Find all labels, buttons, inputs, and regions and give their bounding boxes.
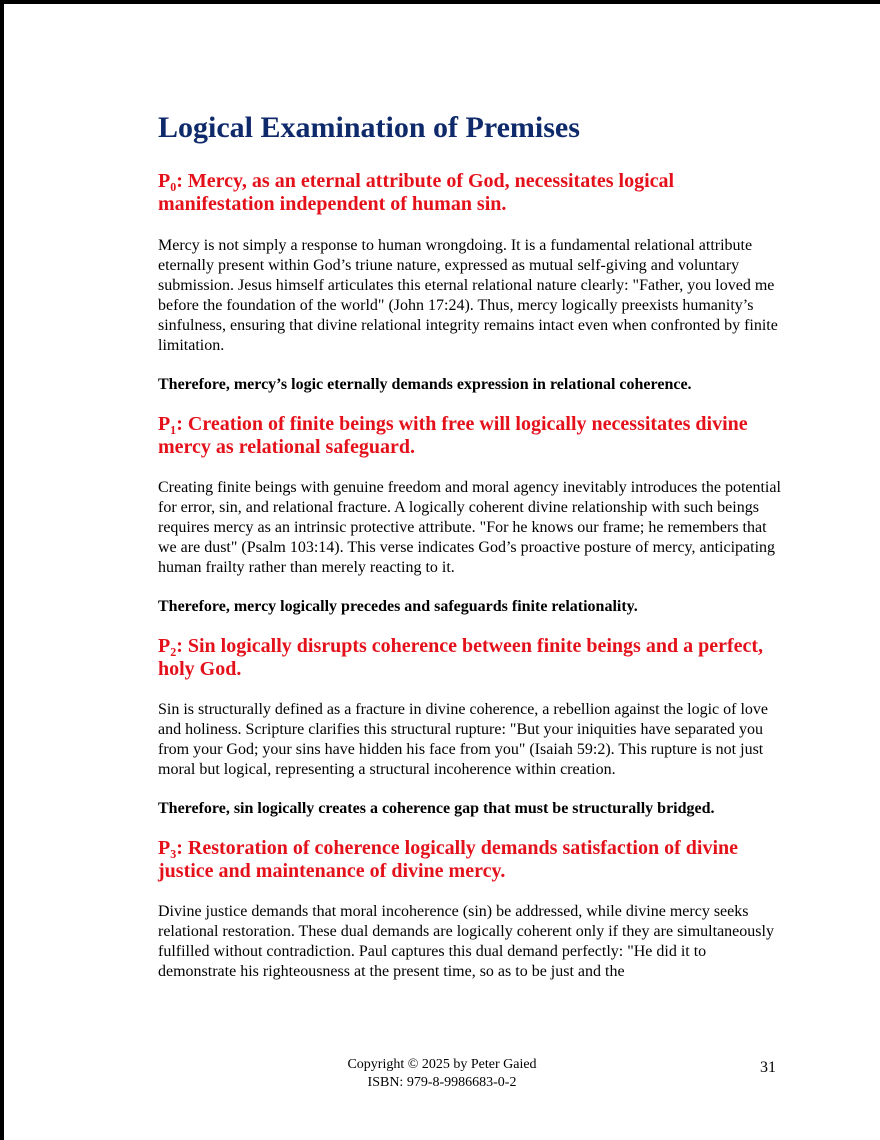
premise-2-heading: P₂: Sin logically disrupts coherence between finite beings and a perfect, holy God. — [158, 635, 764, 680]
page-number: 31 — [760, 1059, 776, 1076]
premise-0-heading: P₀: Mercy, as an eternal attribute of God, necessitates logical manifestation independent of human sin. — [158, 170, 675, 215]
isbn-notice: ISBN: 979-8-9986683-0-2 — [367, 1075, 517, 1090]
page-title: Logical Examination of Premises — [158, 111, 580, 144]
premise-3-heading: P₃: Restoration of coherence logically demands satisfaction of divine justice and maintenance of divine mercy. — [158, 837, 739, 882]
premise-1-conclusion: Therefore, mercy logically precedes and safeguards finite relationality. — [158, 598, 638, 615]
page-footer — [4, 1056, 880, 1092]
premise-0-conclusion: Therefore, mercy’s logic eternally demands expression in relational coherence. — [158, 376, 692, 393]
copyright-notice: Copyright © 2025 by Peter Gaied — [347, 1057, 537, 1072]
premise-2-conclusion: Therefore, sin logically creates a coherence gap that must be structurally bridged. — [158, 800, 715, 817]
page-content — [158, 108, 788, 982]
premise-1-heading: P₁: Creation of finite beings with free will logically necessitates divine mercy as relational safeguard. — [158, 413, 748, 458]
premise-0-body: Mercy is not simply a response to human wrongdoing. It is a fundamental relational attribute eternally present within God’s triune nature, expressed as mutual self-giving and voluntary submission. Jesus himself articulates this eternal relational nature clearly: "Father, you loved me before the foundation of the world" (John 17:24). Thus, mercy logically preexists humanity’s sinfulness, ensuring that divine relational integrity remains intact even when confronted by finite limitation. — [158, 237, 778, 354]
premise-2-body: Sin is structurally defined as a fracture in divine coherence, a rebellion against the logic of love and holiness. Scripture clarifies this structural rupture: "But your iniquities have separated you from your God; your sins have hidden his face from you" (Isaiah 59:2). This rupture is not just moral but logical, representing a structural incoherence within creation. — [158, 701, 768, 778]
document-page — [4, 4, 880, 1140]
premise-1-body: Creating finite beings with genuine freedom and moral agency inevitably introduces the potential for error, sin, and relational fracture. A logically coherent divine relationship with such beings requires mercy as an intrinsic protective attribute. "For he knows our frame; he remembers that we are dust" (Psalm 103:14). This verse indicates God’s proactive posture of mercy, anticipating human frailty rather than merely reacting to it. — [158, 479, 781, 576]
premise-3-body: Divine justice demands that moral incoherence (sin) be addressed, while divine mercy seeks relational restoration. These dual demands are logically coherent only if they are simultaneously fulfilled without contradiction. Paul captures this dual demand perfectly: "He did it to demonstrate his righteousness at the present time, so as to be just and the — [158, 903, 774, 980]
